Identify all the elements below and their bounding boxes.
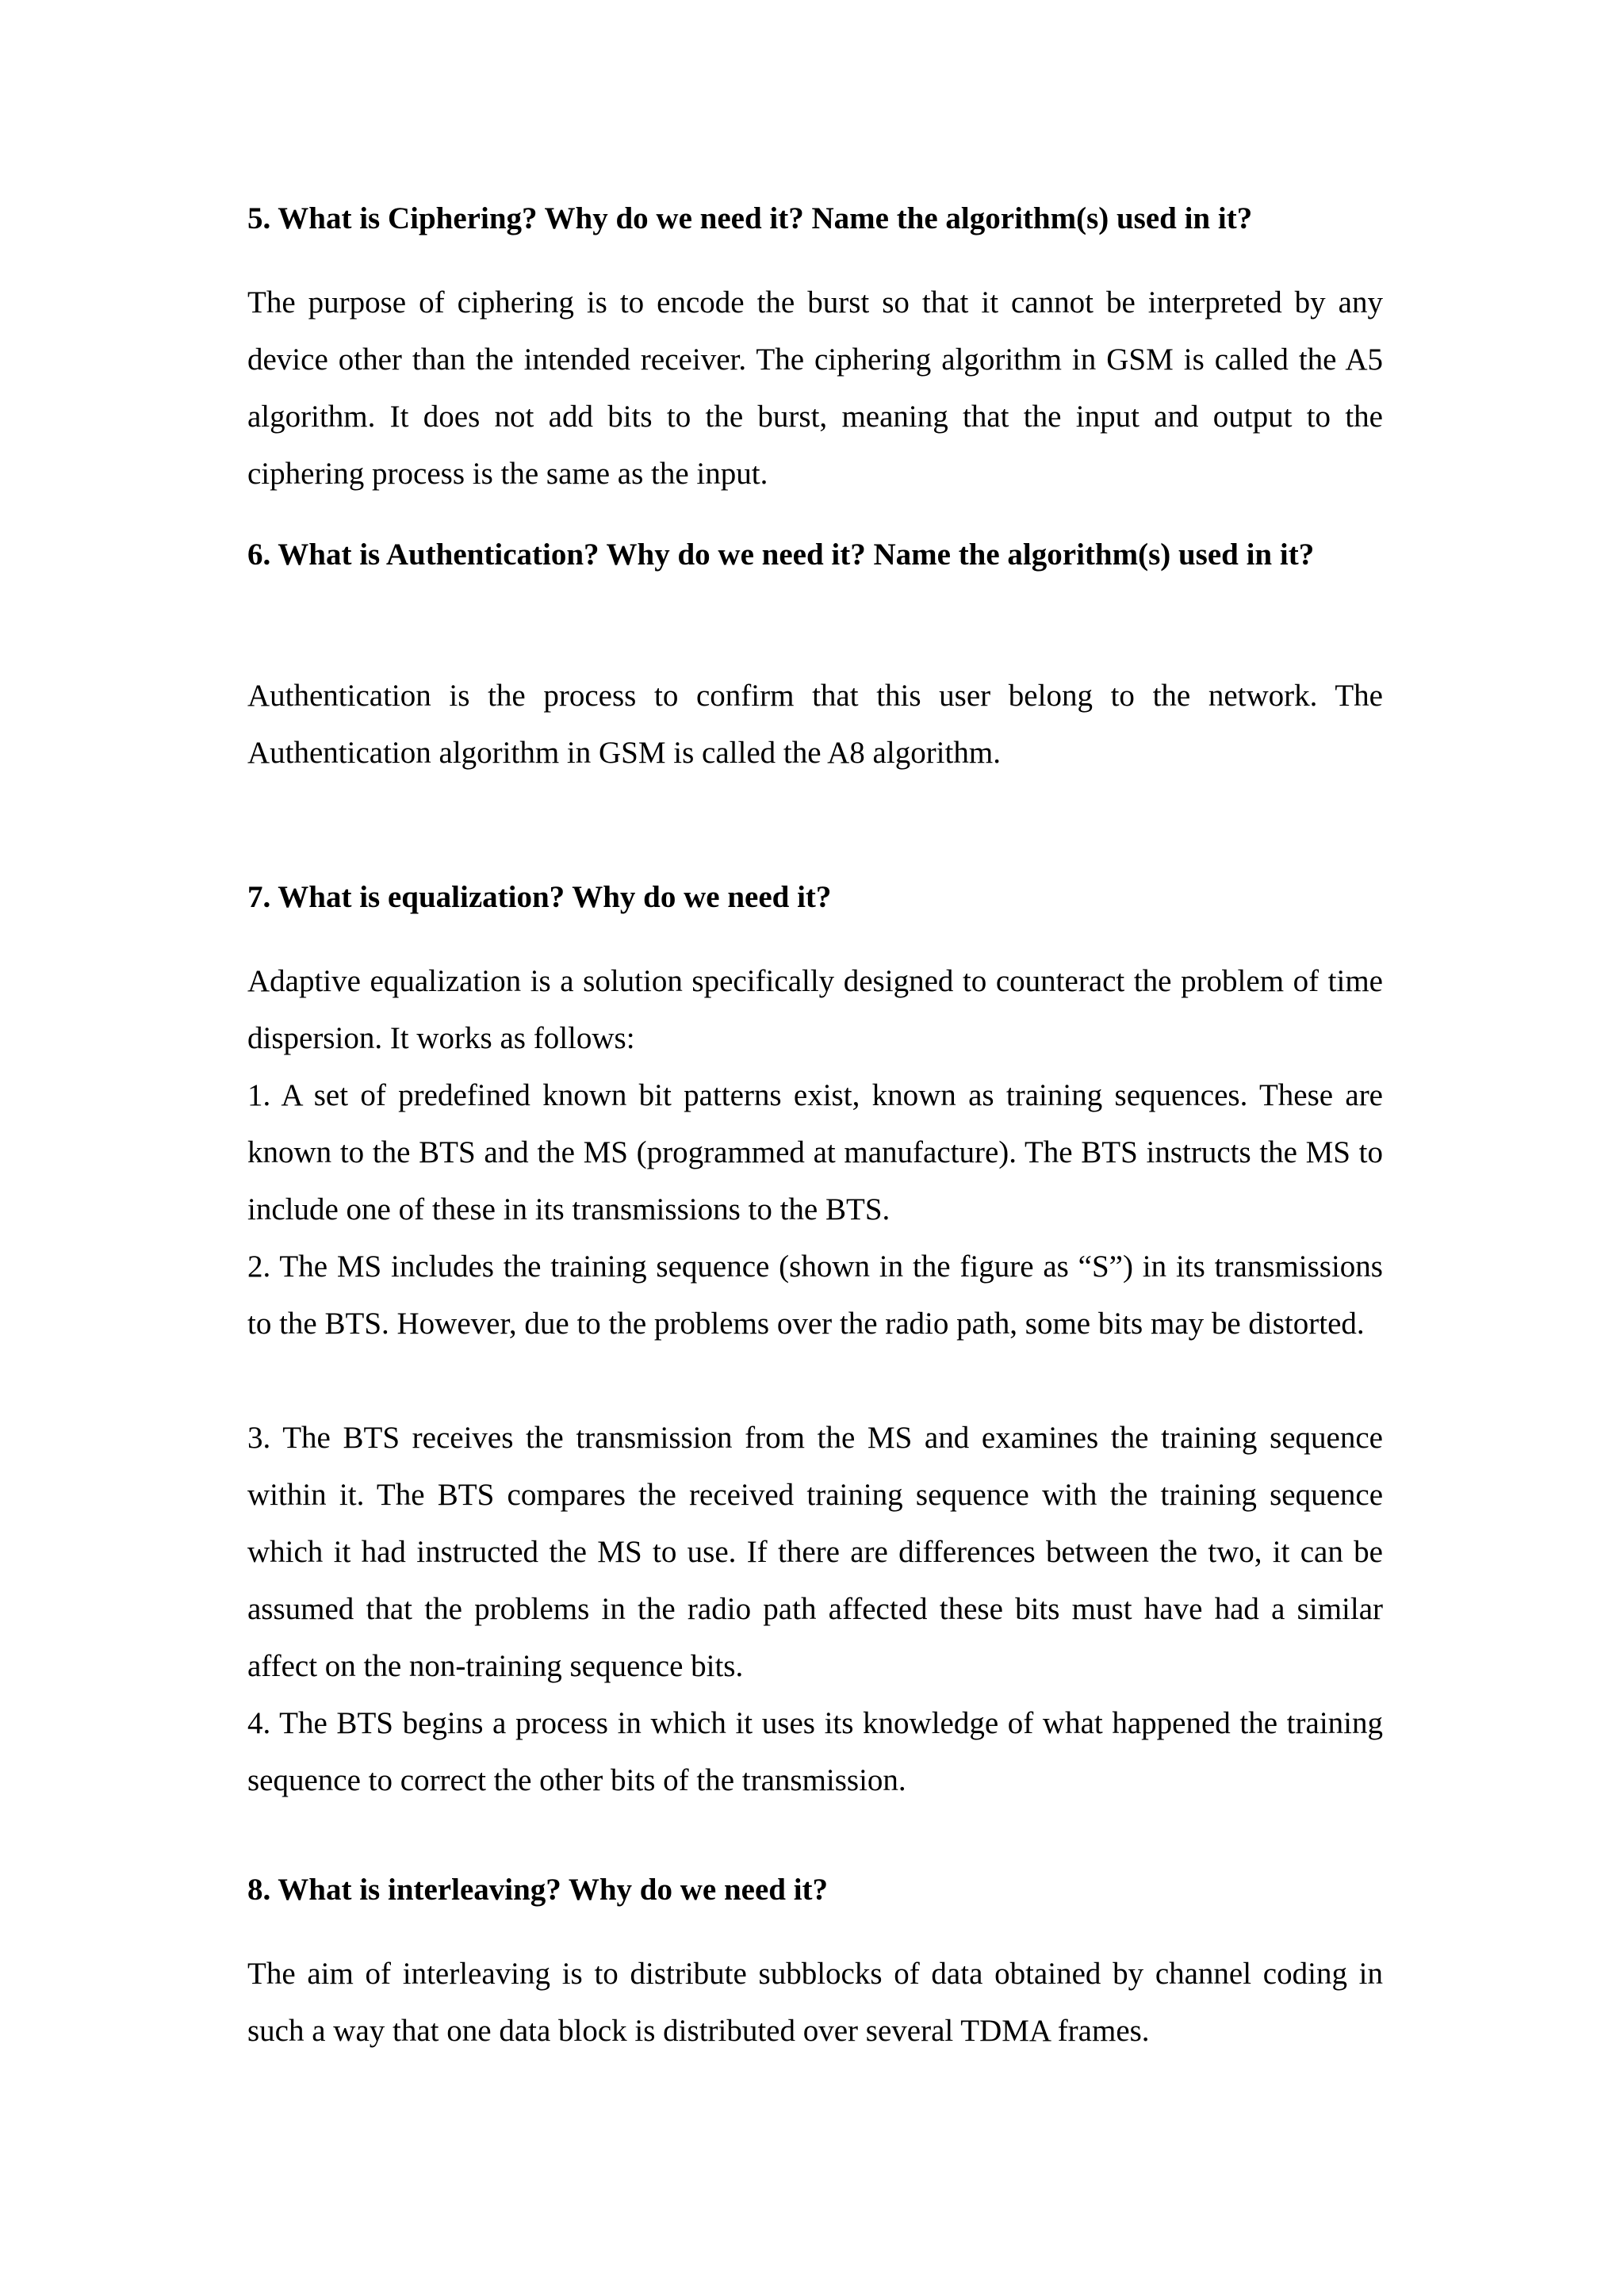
paragraph-equalization-intro: Adaptive equalization is a solution specifically designed to counteract the problem of time dispersion. It works as follows:: [247, 964, 1383, 1055]
heading-ciphering: 5. What is Ciphering? Why do we need it? Name the algorithm(s) used in it?: [247, 201, 1253, 235]
heading-interleaving: 8. What is interleaving? Why do we need it?: [247, 1873, 829, 1907]
equalization-step-2: 2. The MS includes the training sequence (shown in the figure as “S”) in its transmissions to the BTS. However, due to the problems over the radio path, some bits may be distorted.: [247, 1249, 1383, 1341]
paragraph-authentication: Authentication is the process to confirm that this user belong to the network. The Authentication algorithm in GSM is called the A8 algorithm.: [247, 679, 1383, 770]
paragraph-ciphering: The purpose of ciphering is to encode the burst so that it cannot be interpreted by any device other than the intended receiver. The ciphering algorithm in GSM is called the A5 algorithm. It does not add bits to the burst, meaning that the input and output to the ciphering process is the same as the input.: [247, 285, 1383, 491]
equalization-step-3: 3. The BTS receives the transmission from the MS and examines the training sequence within it. The BTS compares the received training sequence with the training sequence which it had instructed the MS to use. If there are differences between the two, it can be assumed that the problems in the radio path affected these bits must have had a similar affect on the non-training sequence bits.: [247, 1421, 1383, 1683]
paragraph-interleaving: The aim of interleaving is to distribute subblocks of data obtained by channel coding in such a way that one data block is distributed over several TDMA frames.: [247, 1957, 1383, 2048]
heading-equalization: 7. What is equalization? Why do we need it?: [247, 880, 832, 914]
equalization-step-4: 4. The BTS begins a process in which it uses its knowledge of what happened the training sequence to correct the other bits of the transmission.: [247, 1706, 1383, 1797]
heading-authentication: 6. What is Authentication? Why do we need it? Name the algorithm(s) used in it?: [247, 538, 1315, 572]
equalization-step-1: 1. A set of predefined known bit patterns exist, known as training sequences. These are known to the BTS and the MS (programmed at manufacture). The BTS instructs the MS to include one of these in its transmissions to the BTS.: [247, 1078, 1383, 1226]
